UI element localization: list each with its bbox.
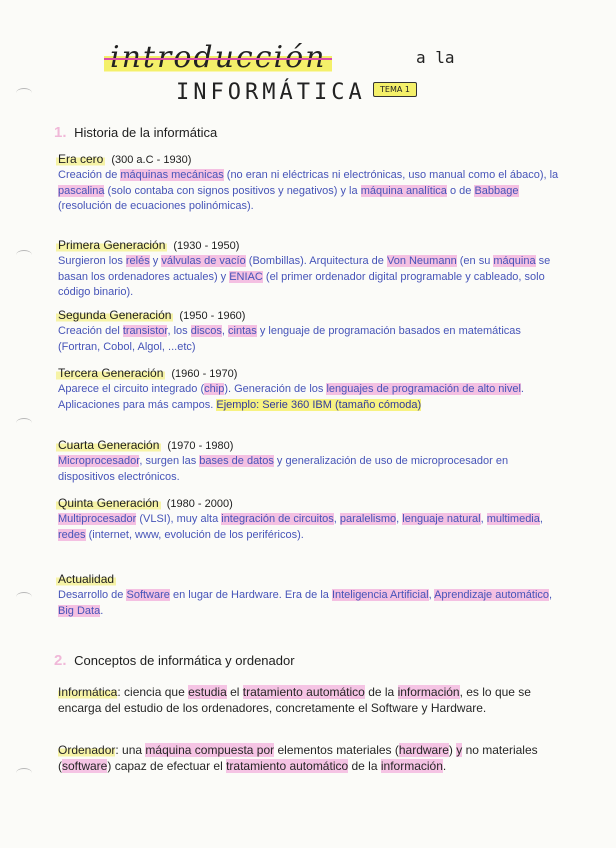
section-title-text: Conceptos de informática y ordenador — [74, 653, 295, 668]
highlighted-term: estudia — [188, 685, 227, 699]
highlighted-term: lenguaje natural — [402, 513, 481, 525]
text-run: Aparece el circuito integrado ( — [58, 383, 205, 395]
concept-term: Informática — [58, 685, 118, 699]
section-title-text: Historia de la informática — [74, 125, 218, 140]
text-run: y generalización de uso de microprocesador en dispositivos electrónicos. — [58, 455, 509, 483]
era-name: Actualidad — [58, 572, 115, 586]
era-description — [56, 382, 561, 413]
binder-hole — [16, 418, 32, 428]
text-run: Creación de — [58, 169, 121, 181]
era-description — [56, 588, 561, 619]
text-run: (Bombillas). Arquitectura de — [245, 255, 387, 267]
era-block — [56, 496, 561, 543]
text-run: : una — [115, 743, 146, 757]
text-run: en lugar de Hardware. Era de la — [169, 589, 332, 601]
text-run: . — [100, 604, 104, 617]
highlighted-term: máquina — [493, 255, 536, 267]
text-run: ) — [448, 743, 457, 757]
section-1-heading — [54, 124, 217, 141]
text-run: de la — [364, 685, 398, 699]
highlighted-term: información — [397, 685, 460, 699]
text-run: de la — [348, 759, 381, 773]
text-run: (resolución de ecuaciones polinómicas). — [58, 200, 254, 212]
topic-tag: TEMA 1 — [373, 82, 417, 97]
era-name: Cuarta Generación — [58, 438, 160, 452]
era-description — [56, 454, 561, 485]
text-run: ). Generación de los — [224, 383, 327, 395]
era-heading — [56, 308, 561, 322]
era-description — [56, 324, 561, 355]
highlighted-term: Software — [126, 589, 170, 601]
era-description — [56, 254, 561, 301]
text-run: , es lo que se encarga del estudio de los ordenadores, concretamente el Software y Hardware. — [58, 685, 531, 715]
highlighted-term: multimedia — [486, 513, 540, 525]
highlighted-term: integración de circuitos — [221, 513, 334, 525]
highlighted-term: software — [62, 759, 108, 773]
era-name: Primera Generación — [58, 238, 166, 252]
title-informatica: INFORMÁTICA — [176, 80, 366, 105]
section-2-heading — [54, 652, 295, 669]
text-run: , — [396, 513, 403, 525]
highlighted-term: relés — [125, 255, 150, 267]
highlighted-term: y — [456, 743, 463, 757]
highlighted-term: chip — [204, 383, 225, 395]
era-dates: (1950 - 1960) — [179, 310, 246, 322]
text-run: (en su — [456, 255, 494, 267]
era-block — [56, 366, 561, 413]
binder-hole — [16, 88, 32, 98]
text-run: . Aplicaciones para más campos. — [58, 383, 524, 411]
era-name: Quinta Generación — [58, 496, 159, 510]
highlighted-term: pascalina — [58, 184, 105, 197]
text-run: , — [480, 513, 487, 525]
text-run: ) capaz de efectuar el — [107, 759, 227, 773]
section-number: 1. — [54, 124, 67, 141]
title-introduccion: introducción — [104, 40, 332, 75]
highlighted-term: Von Neumann — [386, 255, 457, 267]
text-run: Desarrollo de — [58, 589, 127, 601]
highlighted-term: Babbage — [474, 184, 519, 197]
highlighted-term: máquina analítica — [360, 184, 447, 197]
highlighted-term: válvulas de vacío — [161, 255, 246, 267]
highlighted-term: máquina compuesta por — [145, 743, 275, 757]
highlighted-term: hardware — [398, 743, 449, 757]
title-suffix: a la — [416, 48, 455, 67]
era-description — [56, 168, 561, 215]
era-dates: (1970 - 1980) — [167, 440, 234, 452]
text-run: y lenguaje de programación basados en matemáticas (Fortran, Cobol, Algol, ...etc) — [58, 325, 521, 353]
era-block — [56, 572, 561, 619]
highlighted-term: Aprendizaje automático — [434, 589, 550, 601]
era-block — [56, 308, 561, 355]
era-name: Segunda Generación — [58, 308, 172, 322]
text-run: (solo contaba con signos positivos y negativos) y la — [104, 184, 361, 197]
text-run: (VLSI), muy alta — [136, 513, 222, 525]
binder-hole — [16, 592, 32, 602]
highlighted-term: tratamiento automático — [226, 759, 349, 773]
text-run: Creación del — [58, 325, 123, 337]
era-heading — [56, 438, 561, 452]
text-run: no materiales ( — [58, 743, 538, 773]
text-run: el — [226, 685, 243, 699]
highlighted-example: Ejemplo: Serie 360 IBM (tamaño cómoda) — [216, 398, 422, 411]
text-run: , — [333, 513, 340, 525]
text-run: . — [442, 759, 447, 773]
highlighted-term: cintas — [228, 325, 257, 337]
text-run: elementos materiales ( — [274, 743, 399, 757]
text-run: se basan los ordenadores actuales) y — [58, 255, 551, 283]
era-block — [56, 238, 561, 301]
text-run: y — [149, 255, 162, 267]
binder-hole — [16, 768, 32, 778]
era-heading — [56, 238, 561, 252]
text-run: , los — [167, 325, 191, 337]
era-dates: (1980 - 2000) — [166, 498, 233, 510]
highlighted-term: Big Data — [58, 604, 101, 617]
highlighted-term: Microprocesador — [58, 455, 140, 467]
highlighted-term: transistor — [122, 325, 168, 337]
text-run: : ciencia que — [117, 685, 189, 699]
era-name: Tercera Generación — [58, 366, 164, 380]
highlighted-term: máquinas mecánicas — [120, 169, 224, 181]
text-run: o de — [446, 184, 475, 197]
concept-term: Ordenador — [58, 743, 116, 757]
era-heading — [56, 366, 561, 380]
text-run: (el primer ordenador digital programable y cableado, solo código binario). — [58, 270, 545, 298]
highlighted-term: Inteligencia Artificial — [331, 589, 429, 601]
era-heading — [56, 152, 561, 166]
highlighted-term: bases de datos — [199, 455, 274, 467]
era-block — [56, 438, 561, 485]
text-run: (internet, www, evolución de los periféricos). — [85, 528, 304, 541]
text-run: , surgen las — [139, 455, 200, 467]
highlighted-term: ENIAC — [229, 270, 263, 283]
era-block — [56, 152, 561, 215]
era-description — [56, 512, 561, 543]
text-run: , — [221, 325, 229, 337]
highlighted-term: Multiprocesador — [58, 513, 137, 525]
text-run: Surgieron los — [58, 255, 126, 267]
era-dates: (1930 - 1950) — [173, 240, 240, 252]
concept-definition — [58, 742, 558, 774]
era-heading — [56, 496, 561, 510]
highlighted-term: lenguajes de programación de alto nivel — [326, 383, 521, 395]
era-dates: (1960 - 1970) — [171, 368, 238, 380]
highlighted-term: información — [380, 759, 443, 773]
concept-definition — [58, 684, 558, 716]
page-title — [96, 32, 556, 112]
text-run: , — [549, 589, 553, 601]
era-dates: (300 a.C - 1930) — [111, 154, 192, 166]
binder-hole — [16, 250, 32, 260]
era-name: Era cero — [58, 152, 104, 166]
highlighted-term: discos — [190, 325, 222, 337]
section-number: 2. — [54, 652, 67, 669]
highlighted-term: tratamiento automático — [242, 685, 365, 699]
text-run: , — [539, 513, 543, 525]
era-heading — [56, 572, 561, 586]
text-run: (no eran ni eléctricas ni electrónicas, uso manual como el ábaco), la — [223, 169, 559, 181]
text-run: , — [428, 589, 435, 601]
highlighted-term: redes — [58, 528, 86, 541]
highlighted-term: paralelismo — [339, 513, 397, 525]
